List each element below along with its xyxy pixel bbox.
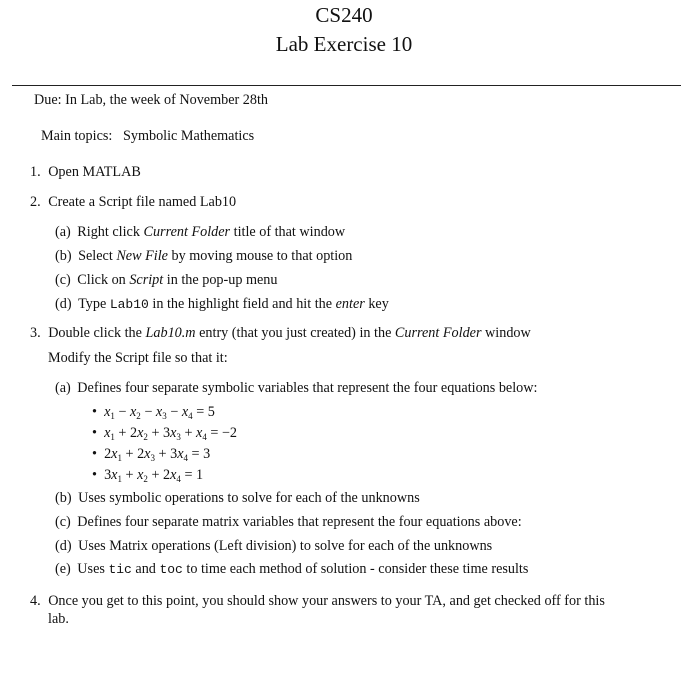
due-line: Due: In Lab, the week of November 28th [34, 92, 269, 108]
step-text: Open MATLAB [48, 164, 141, 180]
step-2b: (b) Select New File by moving mouse to that option [55, 248, 353, 264]
equation-2: • $x_1 + 2x_2 + 3x_3 + x_4 = -2$ [92, 425, 238, 442]
step-2d: (d) Type Lab10 in the highlight field and hit the enter key [55, 296, 389, 312]
code-text: tic [108, 562, 132, 577]
step-2 [30, 194, 236, 211]
step-text: Create a Script file named Lab10 [48, 194, 237, 210]
sub-label: (a) [55, 224, 71, 240]
equation-3: • $2x_1 + 2x_3 + 3x_4 = 3$ [92, 446, 211, 463]
step-number: 1. [30, 164, 41, 180]
sub-label: (d) [55, 296, 72, 312]
step-3-line2: Modify the Script file so that it: [48, 350, 228, 366]
page-title: Lab Exercise 10 [275, 32, 413, 56]
sub-label: (c) [55, 272, 71, 288]
sub-label: (b) [55, 248, 72, 264]
step-3c: (c) Defines four separate matrix variables that represent the four equations above: [55, 514, 522, 530]
step-2c: (c) Click on Script in the pop-up menu [55, 272, 278, 288]
step-1 [30, 164, 141, 181]
step-4-line2: lab. [48, 611, 69, 627]
sub-label: (c) [55, 514, 71, 530]
sub-label: (e) [55, 561, 71, 577]
course-code: CS240 [315, 3, 373, 27]
code-text: toc [159, 562, 183, 577]
header-rule [12, 85, 681, 86]
step-3b: (b) Uses symbolic operations to solve for each of the unknowns [55, 490, 420, 506]
step-number: 2. [30, 194, 41, 210]
step-3: 3. Double click the Lab10.m entry (that you just created) in the Current Folder window [30, 325, 531, 341]
main-topics: Main topics: Symbolic Mathematics [41, 128, 255, 144]
step-3a: (a) Defines four separate symbolic variables that represent the four equations below: [55, 380, 538, 396]
step-number: 3. [30, 325, 41, 341]
step-4: 4. Once you get to this point, you should show your answers to your TA, and get checked off for this [30, 593, 605, 609]
step-3e: (e) Uses tic and toc to time each method of solution - consider these time results [55, 561, 529, 577]
code-text: Lab10 [109, 297, 149, 312]
equation-4: • $3x_1 + x_2 + 2x_4 = 1$ [92, 467, 204, 484]
sub-label: (d) [55, 538, 72, 554]
sub-label: (b) [55, 490, 72, 506]
step-3d: (d) Uses Matrix operations (Left division) to solve for each of the unknowns [55, 538, 493, 554]
step-number: 4. [30, 593, 41, 609]
sub-label: (a) [55, 380, 71, 396]
equation-1: • $x_1 - x_2 - x_3 - x_4 = 5$ [92, 404, 215, 421]
step-2a: (a) Right click Current Folder title of that window [55, 224, 346, 240]
